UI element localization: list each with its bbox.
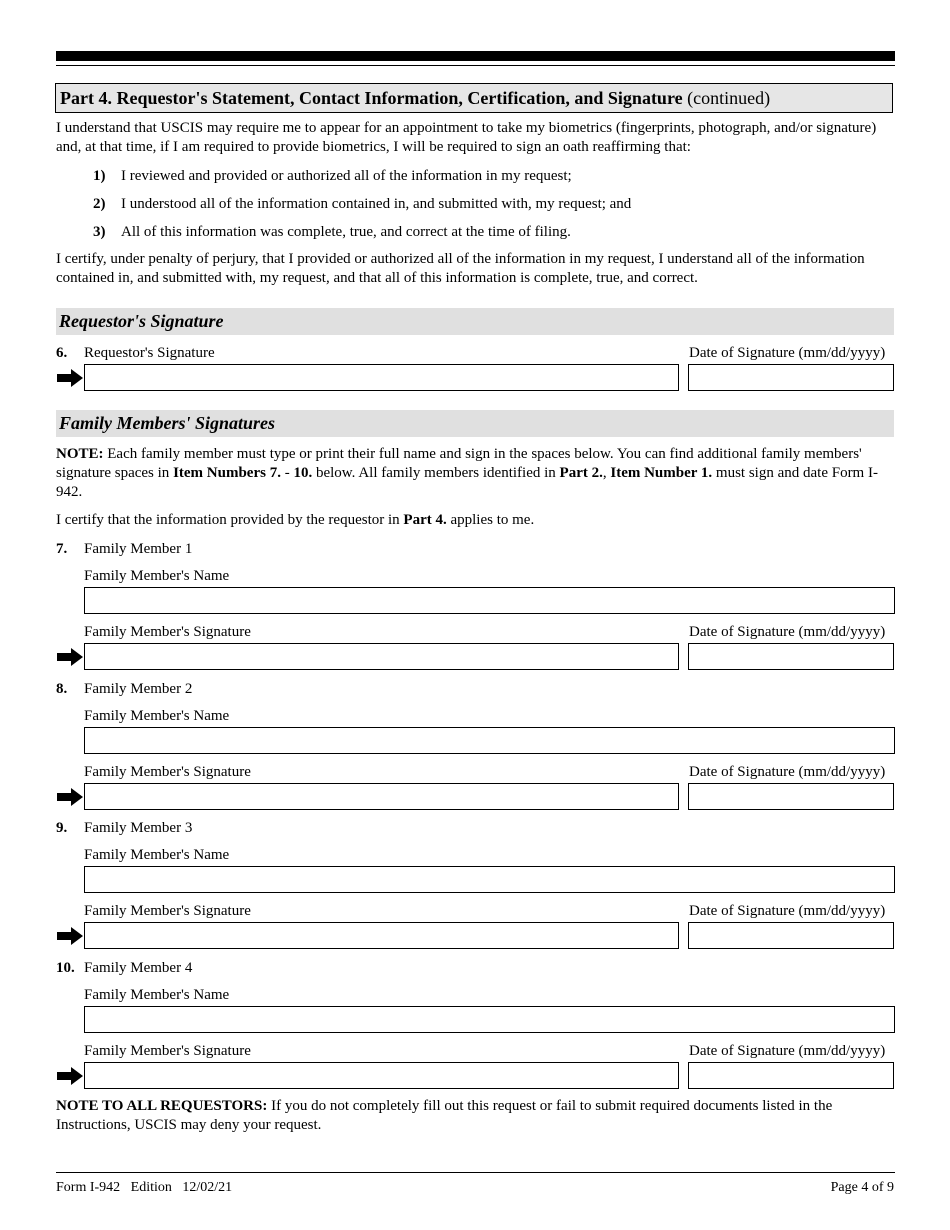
member-title: Family Member 1 <box>84 541 193 557</box>
requestor-date-label: Date of Signature (mm/dd/yyyy) <box>689 345 886 361</box>
section-requestor-signature <box>56 308 894 335</box>
oath-item-text: I understood all of the information contained in, and submitted with, my request; and <box>121 196 632 212</box>
member-date-label: Date of Signature (mm/dd/yyyy) <box>689 764 886 780</box>
member-date-field[interactable] <box>688 922 894 949</box>
member-signature-field[interactable] <box>84 643 679 670</box>
item-number: 8. <box>56 681 68 697</box>
member-signature-field[interactable] <box>84 783 679 810</box>
member-name-field[interactable] <box>84 866 895 893</box>
certify-paragraph: I certify, under penalty of perjury, that I provided or authorized all of the information in my request, I understand all of the information contained in, and submitted with, my request, and that all of this information is complete, true, and correct. <box>56 251 865 286</box>
member-date-label: Date of Signature (mm/dd/yyyy) <box>689 903 886 919</box>
footer-form-edition: Form I-942 Edition 12/02/21 <box>56 1180 233 1195</box>
oath-item-num: 3) <box>93 224 106 240</box>
member-signature-label: Family Member's Signature <box>84 903 251 919</box>
member-name-field[interactable] <box>84 587 895 614</box>
oath-item-num: 2) <box>93 196 106 212</box>
right-arrow-icon <box>57 647 83 667</box>
right-arrow-icon <box>57 1066 83 1086</box>
member-signature-label: Family Member's Signature <box>84 1043 251 1059</box>
family-certify: I certify that the information provided by the requestor in Part 4. applies to me. <box>56 512 535 528</box>
member-title: Family Member 3 <box>84 820 193 836</box>
footer-page-number: Page 4 of 9 <box>830 1180 894 1195</box>
oath-item-num: 1) <box>93 168 106 184</box>
oath-item-text: I reviewed and provided or authorized all of the information in my request; <box>121 168 572 184</box>
requestor-signature-field[interactable] <box>84 364 679 391</box>
member-signature-label: Family Member's Signature <box>84 764 251 780</box>
top-rule-thin <box>56 65 895 66</box>
item-number: 7. <box>56 541 68 557</box>
member-title: Family Member 4 <box>84 960 193 976</box>
member-signature-field[interactable] <box>84 922 679 949</box>
top-rule-thick <box>56 51 895 61</box>
member-name-field[interactable] <box>84 1006 895 1033</box>
footer-rule <box>56 1172 895 1173</box>
member-date-label: Date of Signature (mm/dd/yyyy) <box>689 1043 886 1059</box>
part-header-continued: (continued) <box>682 88 771 108</box>
family-note: NOTE: Each family member must type or print their full name and sign in the spaces below. You can find additional family members' signature spaces in Item Numbers 7. - 10. below. All family members identified in Part 2., Item Number 1. must sign and date Form I-942. <box>56 446 878 500</box>
member-date-field[interactable] <box>688 643 894 670</box>
requestor-signature-label: Requestor's Signature <box>84 345 215 361</box>
requestor-date-field[interactable] <box>688 364 894 391</box>
right-arrow-icon <box>57 368 83 388</box>
member-date-field[interactable] <box>688 783 894 810</box>
oath-item-text: All of this information was complete, true, and correct at the time of filing. <box>121 224 571 240</box>
part-header-title: Part 4. Requestor's Statement, Contact Information, Certification, and Signature <box>60 88 683 108</box>
item-number: 10. <box>56 960 75 976</box>
member-name-field[interactable] <box>84 727 895 754</box>
final-note: NOTE TO ALL REQUESTORS: If you do not completely fill out this request or fail to submit required documents listed in the Instructions, USCIS may deny your request. <box>56 1098 833 1133</box>
item-number: 6. <box>56 345 68 361</box>
part-header <box>55 83 893 113</box>
right-arrow-icon <box>57 787 83 807</box>
section-title: Family Members' Signatures <box>59 413 276 433</box>
member-name-label: Family Member's Name <box>84 568 230 584</box>
section-title: Requestor's Signature <box>59 311 224 331</box>
intro-paragraph: I understand that USCIS may require me to appear for an appointment to take my biometrics (fingerprints, photograph, and/or signature) and, at that time, if I am required to provide biometrics, I will be required to sign an oath reaffirming that: <box>56 120 877 155</box>
member-date-field[interactable] <box>688 1062 894 1089</box>
member-signature-field[interactable] <box>84 1062 679 1089</box>
member-title: Family Member 2 <box>84 681 193 697</box>
member-name-label: Family Member's Name <box>84 847 230 863</box>
member-date-label: Date of Signature (mm/dd/yyyy) <box>689 624 886 640</box>
right-arrow-icon <box>57 926 83 946</box>
member-name-label: Family Member's Name <box>84 708 230 724</box>
section-family-signatures <box>56 410 894 437</box>
member-signature-label: Family Member's Signature <box>84 624 251 640</box>
member-name-label: Family Member's Name <box>84 987 230 1003</box>
item-number: 9. <box>56 820 68 836</box>
